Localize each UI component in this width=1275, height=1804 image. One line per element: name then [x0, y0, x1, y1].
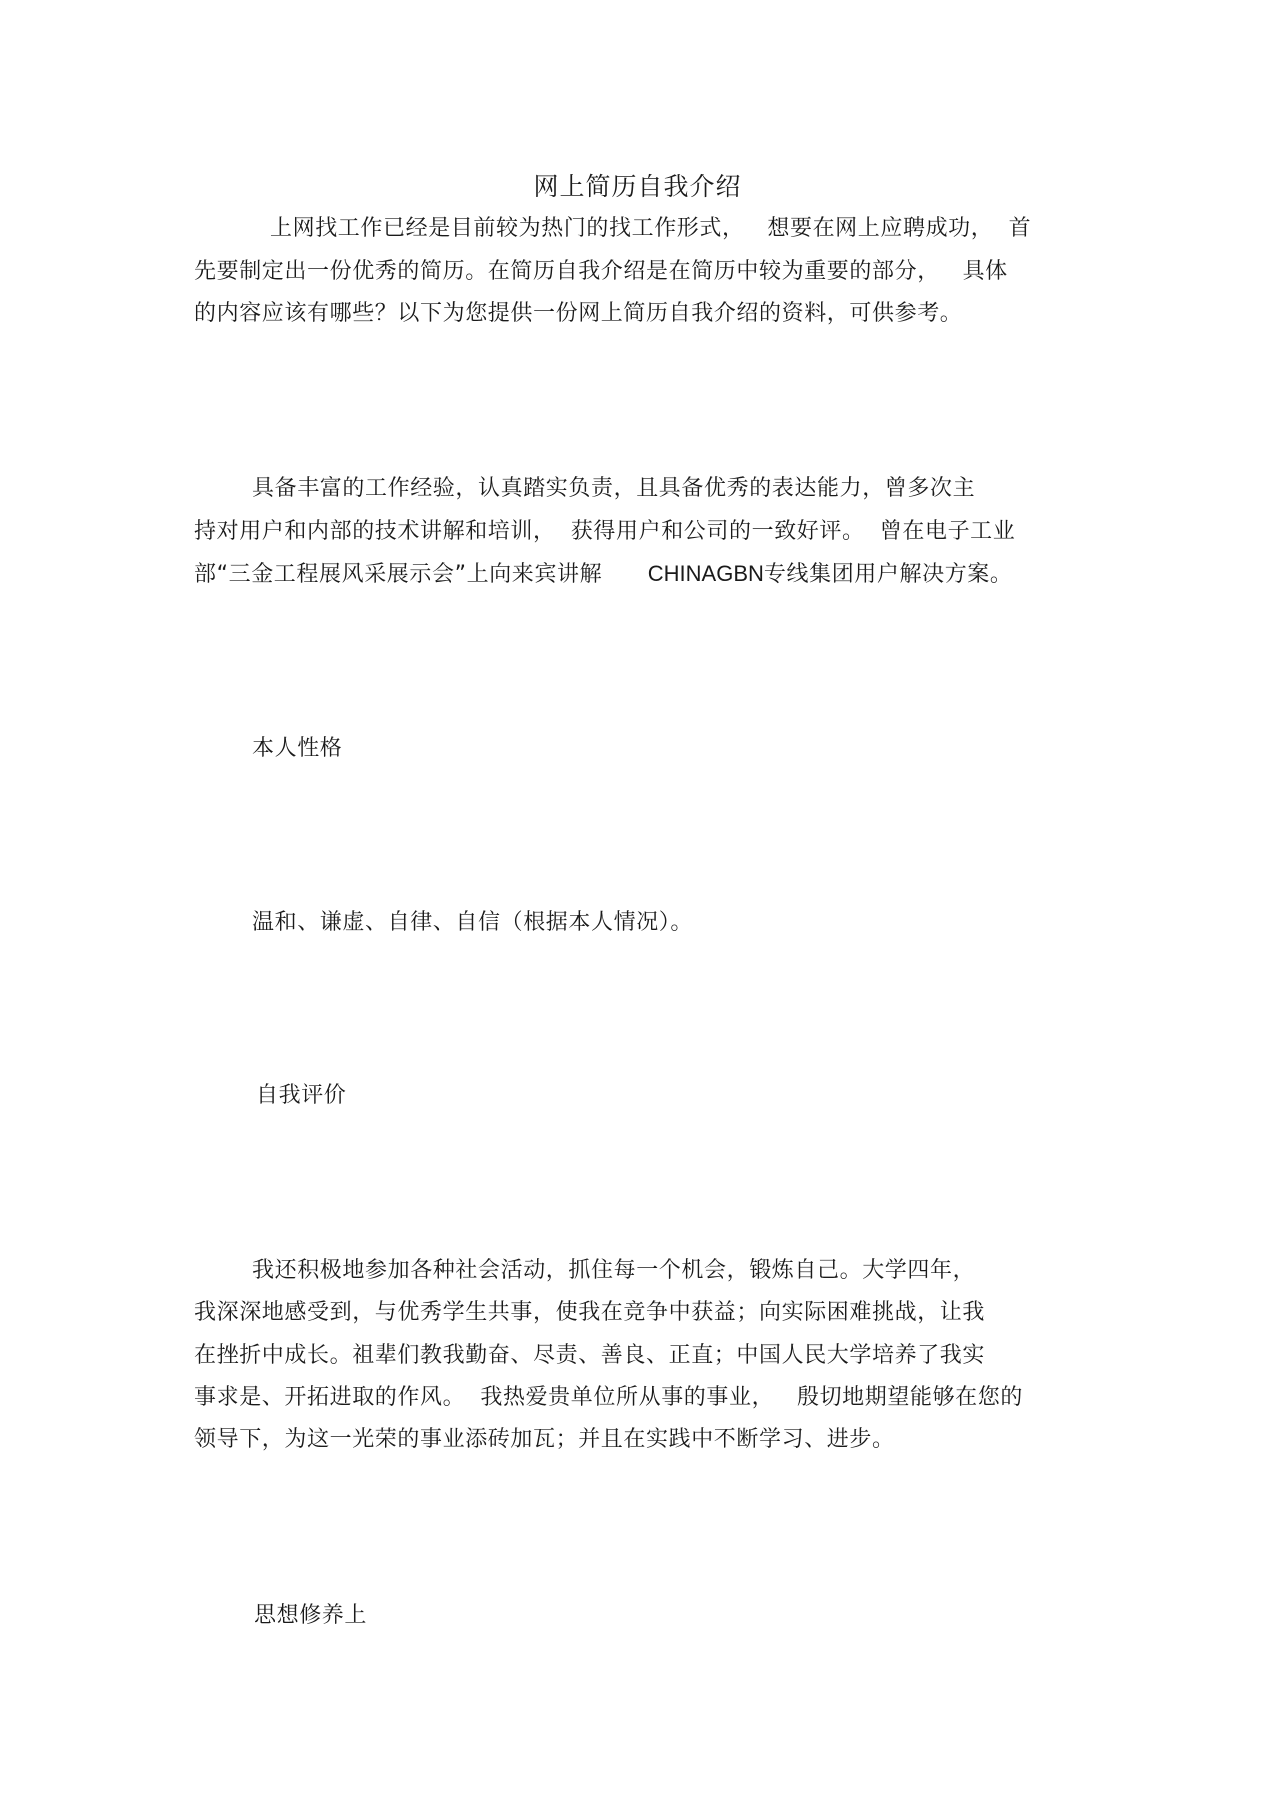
experience-line-3	[194, 559, 1013, 590]
self-evaluation-heading: 自我评价	[256, 1083, 347, 1108]
self-evaluation-line-3: 在挫折中成长。祖辈们教我勤奋、尽责、善良、正直；中国人民大学培养了我实	[194, 1343, 986, 1368]
self-evaluation-line-1: 我还积极地参加各种社会活动，抓住每一个机会，锻炼自己。大学四年，	[252, 1258, 976, 1283]
experience-line-2: 持对用户和内部的技术讲解和培训， 获得用户和公司的一致好评。 曾在电子工业	[194, 519, 1016, 544]
self-evaluation-line-2: 我深深地感受到，与优秀学生共事，使我在竞争中获益；向实际困难挑战，让我	[194, 1300, 986, 1325]
personality-text: 温和、谦虚、自律、自信（根据本人情况）。	[252, 910, 694, 935]
intro-line-1: 上网找工作已经是目前较为热门的找工作形式， 想要在网上应聘成功， 首	[270, 216, 1032, 241]
experience-line-3-tail: 专线集团用户解决方案。	[763, 562, 1013, 587]
self-evaluation-line-5: 领导下，为这一光荣的事业添砖加瓦；并且在实践中不断学习、进步。	[194, 1427, 895, 1452]
experience-line-1: 具备丰富的工作经验，认真踏实负责，且具备优秀的表达能力，曾多次主	[252, 476, 976, 501]
intro-line-2: 先要制定出一份优秀的简历。在简历自我介绍是在简历中较为重要的部分， 具体	[194, 259, 1008, 284]
experience-line-3-text: 部“三金工程展风采展示会”上向来宾讲解	[194, 562, 603, 587]
self-evaluation-line-4: 事求是、开拓进取的作风。 我热爱贵单位所从事的事业， 殷切地期望能够在您的	[194, 1385, 1023, 1410]
chinagbn-term: CHINAGBN	[647, 561, 764, 586]
personality-heading: 本人性格	[252, 736, 343, 761]
intro-line-3: 的内容应该有哪些？以下为您提供一份网上简历自我介绍的资料，可供参考。	[194, 301, 963, 326]
ideology-heading: 思想修养上	[254, 1603, 368, 1628]
page-title: 网上简历自我介绍	[533, 172, 742, 201]
